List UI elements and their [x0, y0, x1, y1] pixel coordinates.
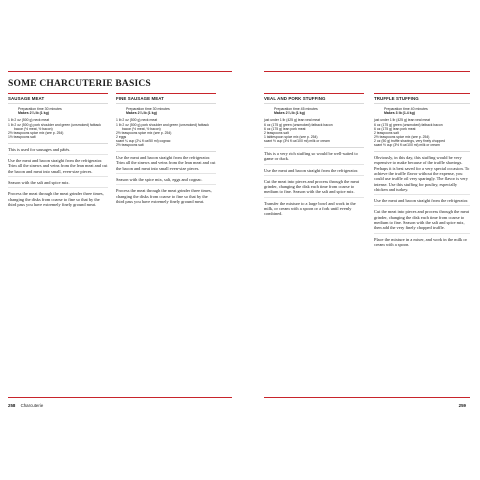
method-paragraph: Cut the meat into pieces and process through the meat grinder, changing the disk each time from coarse to medium to fine. Season with the salt and spice mix, then add the very finely chopped truffle.: [374, 209, 469, 231]
prep-time: Preparation time 30 minutes: [18, 107, 62, 111]
recipe-fine-sausage-meat: [116, 93, 216, 208]
method-paragraph: Transfer the mixture to a large bowl and work in the milk, or cream with a spoon or a fork until evenly combined.: [264, 200, 356, 217]
page-number: 259: [458, 403, 466, 408]
ingredient: 2 oz (50 g) truffle shavings, very finely chopped: [374, 138, 445, 143]
ingredient: 6 oz (175 g) green (unsmoked) fatback bacon: [374, 122, 443, 127]
method-paragraph: This is a very rich stuffing so would be well-suited to game or duck.: [264, 150, 358, 162]
method-paragraph: Season with the salt and spice mix.: [8, 180, 70, 186]
method-paragraph: Use the meat and bacon straight from the refrigerator.: [374, 198, 469, 204]
footer-rule: [264, 397, 470, 398]
ingredient: just under 1 lb (425 g) lean veal meat: [374, 118, 430, 123]
ingredient: scant ½ cup (3½ fl oz/100 ml) milk or cream: [264, 138, 330, 143]
recipe-rule: [8, 93, 108, 94]
chapter-rule: [264, 71, 470, 72]
method-paragraph: Process the meat through the meat grinder three times, changing the disks from coarse to fine so that by the third pass you have extremely finely ground meat.: [116, 188, 212, 204]
section-name: Charcuterie: [20, 403, 44, 408]
ingredient: 1 lb 2 oz (500 g) neck meat: [116, 118, 158, 123]
footer-rule: [8, 397, 232, 398]
ingredient: 2½ teaspoons spice mix (see p. 254): [8, 130, 64, 135]
page-footer: [459, 403, 470, 408]
ingredient-list: [264, 118, 364, 143]
recipe-meta: [264, 107, 364, 115]
recipe-sausage-meat: [8, 93, 108, 211]
recipe-meta: [8, 107, 108, 115]
recipe-title: TRUFFLE STUFFING: [374, 96, 419, 101]
page-number: 258: [8, 403, 16, 408]
recipe-title: SAUSAGE MEAT: [8, 96, 45, 101]
recipe-meta: [116, 107, 216, 115]
yield: Makes 2¼ lb (1 kg): [126, 111, 157, 116]
method-paragraph: Use the meat and bacon straight from the refrigerator.: [264, 167, 359, 173]
recipe-title: FINE SAUSAGE MEAT: [116, 96, 164, 101]
right-page: [264, 66, 470, 416]
ingredient: scant ½ cup (3½ fl oz/100 ml) milk or cream: [374, 142, 440, 147]
prep-time: Preparation time 45 minutes: [274, 107, 318, 111]
chapter-rule: [8, 71, 232, 72]
method-paragraph: Use the meat and bacon straight from the refrigerator. Trim all the sinews and veins from the lean meat and cut the bacon and meat into small even-size pieces.: [116, 155, 216, 171]
ingredient: 1 tablespoon spice mix (see p. 254): [264, 134, 318, 139]
ingredient-list: [374, 118, 470, 147]
yield: Makes 3 lb (1.4 kg): [384, 111, 415, 116]
yield: Makes 2¼ lb (1 kg): [18, 111, 49, 116]
ingredient: 1 lb 2 oz (500 g) pork shoulder and green (unsmoked) fatback bacon (½ meat, ½ bacon): [116, 122, 209, 131]
ingredient: 1 lb 2 oz (500 g) neck meat: [8, 118, 50, 123]
method-paragraph: Cut the meat into pieces and process through the meat grinder, changing the disk each time from coarse to medium to fine. Season with the salt and spice mix.: [264, 178, 359, 195]
recipe-rule: [116, 93, 216, 94]
ingredient: 2½ teaspoons spice mix (see p. 254): [116, 130, 172, 135]
ingredient: scant ¼ cup (2¼ fl oz/50 ml) cognac: [116, 138, 171, 143]
ingredient: 2 eggs: [116, 134, 127, 139]
recipe-veal-and-pork-stuffing: [264, 93, 364, 221]
recipe-rule: [264, 93, 364, 94]
ingredient: 2½ teaspoons salt: [116, 142, 144, 147]
ingredient: 6 oz (175 g) lean pork meat: [374, 126, 416, 131]
method-paragraph: This is used for sausages and pâtés.: [8, 146, 71, 152]
recipe-truffle-stuffing: [374, 93, 470, 251]
page-footer: [8, 403, 43, 408]
ingredient: 1 lb 2 oz (500 g) pork shoulder and green (unsmoked) fatback bacon (½ meat, ½ bacon): [8, 122, 101, 131]
ingredient-list: [116, 118, 216, 147]
method-paragraph: Season with the spice mix, salt, eggs and cognac.: [116, 176, 203, 182]
method-paragraph: Process the meat through the meat grinder three times, changing the disks from coarse to fine so that by the third pass you have extremely finely ground meat.: [8, 191, 104, 207]
left-page: [8, 66, 232, 416]
ingredient: 6 oz (175 g) green (unsmoked) fatback bacon: [264, 122, 333, 127]
recipe-rule: [374, 93, 470, 94]
ingredient: 2½ teaspoons spice mix (see p. 254): [374, 134, 430, 139]
recipe-title: VEAL AND PORK STUFFING: [264, 96, 326, 101]
ingredient: 6 oz (175 g) lean pork meat: [264, 126, 306, 131]
yield: Makes 2¼ lb (1 kg): [274, 111, 305, 116]
prep-time: Preparation time 30 minutes: [126, 107, 170, 111]
recipe-meta: [374, 107, 470, 115]
ingredient-list: [8, 118, 108, 138]
ingredient: 2 teaspoons salt: [264, 130, 289, 135]
ingredient: 1½ teaspoons salt: [8, 134, 36, 139]
chapter-title: SOME CHARCUTERIE BASICS: [8, 79, 151, 89]
prep-time: Preparation time 40 minutes: [384, 107, 428, 111]
method-paragraph: Obviously, in this day, this stuffing would be very expensive to make because of the truffle shavings. Perhaps it is best saved for a very special occasion. To achieve the truffle flavor without the expense, you could use truffle oil very sparingly. The flavor is very intense. Use this stuffing for poultry, especially chicken and turkey.: [374, 155, 470, 192]
method-paragraph: Use the meat and bacon straight from the refrigerator. Trim all the sinews and veins from the lean meat and cut the bacon and meat into small, even-size pieces.: [8, 158, 108, 174]
ingredient: 2 teaspoons salt: [374, 130, 399, 135]
method-paragraph: Place the mixture in a mixer, and work in the milk or cream with a spoon.: [374, 236, 467, 247]
ingredient: just under 1 lb (425 g) lean veal meat: [264, 118, 320, 123]
